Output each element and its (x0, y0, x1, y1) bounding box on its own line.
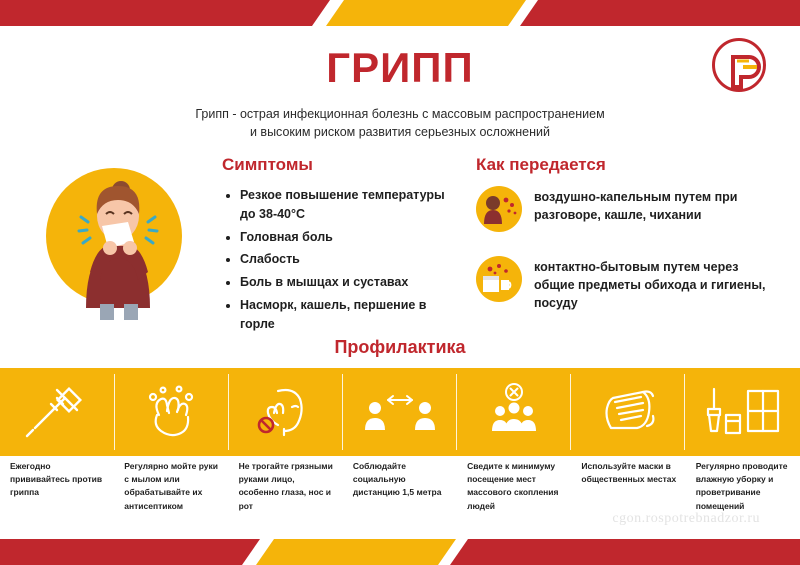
cleaning-airing-icon (686, 368, 800, 456)
contaminated-objects-icon (476, 256, 522, 302)
transmission-item-text: воздушно-капельным путем при разговоре, кашле, чихании (534, 190, 738, 223)
watermark: cgon.rospotrebnadzor.ru (612, 511, 760, 526)
sneezing-person-icon (476, 186, 522, 232)
bottom-band-yellow (256, 539, 456, 565)
no-touch-face-icon (229, 368, 343, 456)
top-band-red-right (520, 0, 800, 26)
prophylaxis-label: Регулярно мойте руки с мылом или обрабатывайте их антисептиком (124, 461, 218, 511)
prophylaxis-label: Соблюдайте социальную дистанцию 1,5 метра (352, 461, 442, 498)
transmission-heading: Как передается (476, 155, 606, 174)
list-item: • Насморк, кашель, першение в горле (240, 296, 455, 334)
subtitle-line-2: и высоким риском развития серьезных осложнений (249, 125, 551, 140)
bottom-decorative-band (0, 539, 800, 565)
prophylaxis-label: Регулярно проводите влажную уборку и проветривание помещений (695, 461, 788, 511)
prophylaxis-label: Не трогайте грязными руками лицо, особенно глаза, нос и рот (238, 461, 333, 511)
prophylaxis-label: Ежегодно прививайтесь против гриппа (10, 461, 103, 498)
symptoms-heading: Симптомы (222, 155, 313, 174)
transmission-item-text: контактно-бытовым путем через общие предметы обихода и гигиены, посуду (534, 260, 766, 311)
list-item: • Головная боль (240, 228, 455, 247)
face-mask-icon (571, 368, 685, 456)
transmission-item (476, 256, 766, 312)
page-subtitle (140, 105, 660, 141)
prophylaxis-icons-row (0, 368, 800, 456)
symptoms-list (222, 186, 455, 337)
prophylaxis-labels-row (0, 460, 800, 513)
top-band-red-left (0, 0, 330, 26)
list-item: • Боль в мышцах и суставах (240, 273, 455, 292)
transmission-item (476, 186, 766, 232)
list-item: • Резкое повышение температуры до 38-40°С (240, 186, 455, 224)
bottom-band-red-right (450, 539, 800, 565)
sick-person-illustration (38, 168, 198, 328)
syringe-icon (0, 368, 114, 456)
top-decorative-band (0, 0, 800, 26)
washing-hands-icon (114, 368, 228, 456)
bottom-band-red-left (0, 539, 260, 565)
list-item: • Слабость (240, 250, 455, 269)
social-distance-icon (343, 368, 457, 456)
top-band-yellow (326, 0, 526, 26)
prophylaxis-heading: Профилактика (334, 337, 466, 357)
avoid-crowds-icon (457, 368, 571, 456)
page-title: ГРИПП (326, 44, 474, 91)
subtitle-line-1: Грипп - острая инфекционная болезнь с массовым распространением (195, 107, 605, 121)
prophylaxis-label: Используйте маски в общественных местах (581, 461, 677, 485)
prophylaxis-label: Сведите к минимуму посещение мест массового скопления людей (467, 461, 559, 511)
